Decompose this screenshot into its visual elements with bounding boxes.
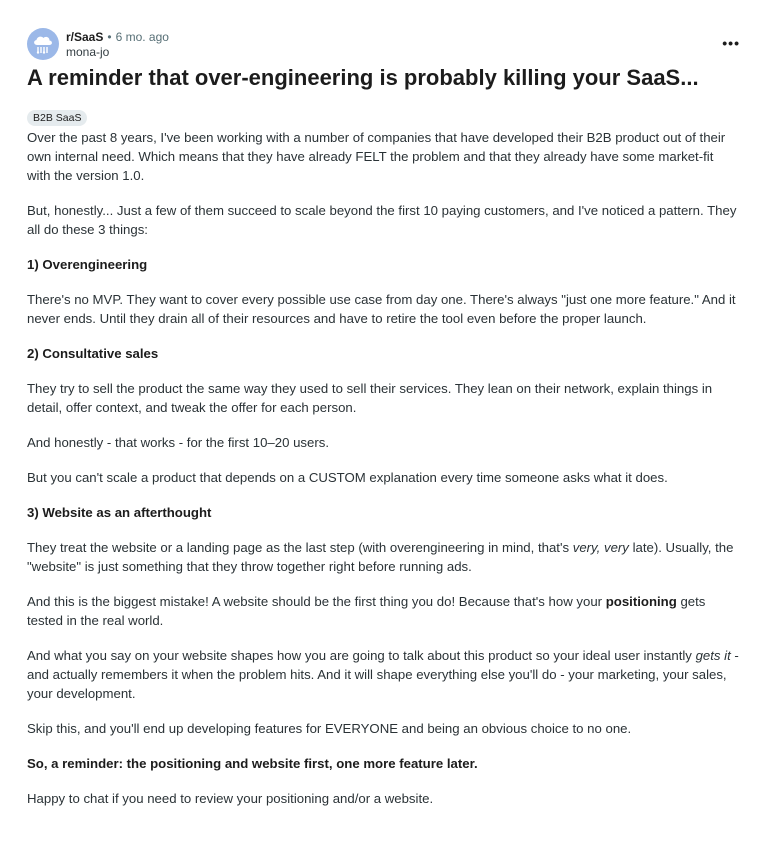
post-body [27,128,739,808]
strong-text: positioning [605,594,677,609]
post-meta [66,28,169,60]
body-paragraph: Skip this, and you'll end up developing features for EVERYONE and being an obvious choice to no one. [27,721,632,736]
emphasis-text: gets it [695,648,731,663]
post [27,28,739,824]
emphasis-text: very, very [572,540,629,555]
text-run: And this is the biggest mistake! A website should be the first thing you do! Because that's how your [27,594,606,609]
text-run: And what you say on your website shapes how you are going to talk about this product so your ideal user instantly [27,648,696,663]
section-heading: 2) Consultative sales [27,346,159,361]
more-options-button[interactable]: ••• [722,35,740,51]
body-paragraph [27,646,739,703]
body-paragraph: Happy to chat if you need to review your positioning and/or a website. [27,791,434,806]
section-heading: 1) Overengineering [27,257,148,272]
post-time: 6 mo. ago [115,30,169,44]
subreddit-link[interactable]: r/SaaS [66,30,104,44]
body-paragraph: But you can't scale a product that depends on a CUSTOM explanation every time someone asks what it does. [27,470,668,485]
text-run: gets tested in the real world. [27,594,706,628]
body-paragraph: Over the past 8 years, I've been working with a number of companies that have developed their B2B product out of their own internal need. Which means that they have already FELT the problem and that they already have some market-fit with the version 1.0. [27,130,726,183]
post-title: A reminder that over-engineering is probably killing your SaaS... [27,65,699,90]
text-run: They treat the website or a landing page as the last step (with overengineering in mind, that's [27,540,573,555]
text-run: - and actually remembers it when the problem hits. And it will shape everything else you'll do - your marketing, your sales, your development. [27,648,739,701]
body-paragraph [27,538,739,576]
meta-separator: • [107,30,112,44]
body-paragraph: But, honestly... Just a few of them succeed to scale beyond the first 10 paying customers, and I've noticed a pattern. They all do these 3 things: [27,203,737,237]
author-link[interactable]: mona-jo [66,45,110,59]
section-heading: 3) Website as an afterthought [27,505,212,520]
body-paragraph-bold: So, a reminder: the positioning and website first, one more feature later. [27,756,478,771]
body-paragraph [27,592,739,630]
body-paragraph: And honestly - that works - for the first 10–20 users. [27,435,329,450]
body-paragraph: There's no MVP. They want to cover every possible use case from day one. There's always "just one more feature." And it never ends. Until they drain all of their resources and have to retire the tool even before the proper launch. [27,292,736,326]
subreddit-avatar[interactable] [27,28,59,60]
post-flair[interactable]: B2B SaaS [27,110,87,126]
body-paragraph: They try to sell the product the same way they used to sell their services. They lean on their network, explain things in detail, offer context, and tweak the offer for each person. [27,381,713,415]
cloud-icon [31,33,55,55]
text-run: late). Usually, the "website" is just something that they throw together right before running ads. [27,540,734,574]
post-header [27,28,739,60]
meta-top [66,30,169,45]
